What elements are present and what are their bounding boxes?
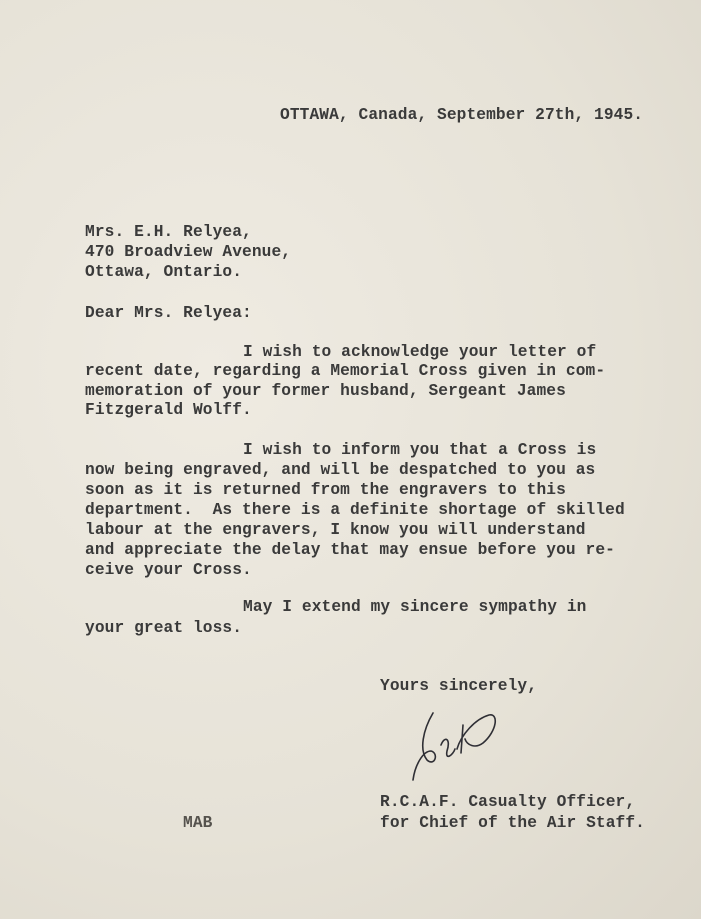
signature-title: for Chief of the Air Staff. (380, 814, 645, 832)
recipient-line: Mrs. E.H. Relyea, (85, 223, 252, 241)
salutation: Dear Mrs. Relyea: (85, 304, 252, 322)
paragraph-line: I wish to inform you that a Cross is (243, 441, 597, 459)
paragraph-line: memoration of your former husband, Sergeant James (85, 382, 566, 400)
typist-initials: MAB (183, 814, 213, 832)
paragraph-line: soon as it is returned from the engravers to this (85, 481, 566, 499)
paragraph-line: department. As there is a definite shortage of skilled (85, 501, 625, 519)
paragraph-line: recent date, regarding a Memorial Cross given in com- (85, 362, 606, 380)
paragraph-line: May I extend my sincere sympathy in (243, 598, 587, 616)
recipient-line: 470 Broadview Avenue, (85, 243, 292, 261)
paragraph-line: ceive your Cross. (85, 561, 252, 579)
date-line: OTTAWA, Canada, September 27th, 1945. (280, 106, 644, 124)
paragraph-line: labour at the engravers, I know you will understand (85, 521, 586, 539)
recipient-line: Ottawa, Ontario. (85, 263, 243, 281)
paragraph-line: I wish to acknowledge your letter of (243, 343, 597, 361)
paragraph-line: Fitzgerald Wolff. (85, 401, 252, 419)
closing: Yours sincerely, (380, 677, 538, 695)
paragraph-line: now being engraved, and will be despatched to you as (85, 461, 596, 479)
handwritten-signature (405, 705, 505, 785)
paragraph-line: your great loss. (85, 619, 243, 637)
paragraph-line: and appreciate the delay that may ensue before you re- (85, 541, 615, 559)
signature-title: R.C.A.F. Casualty Officer, (380, 793, 636, 811)
